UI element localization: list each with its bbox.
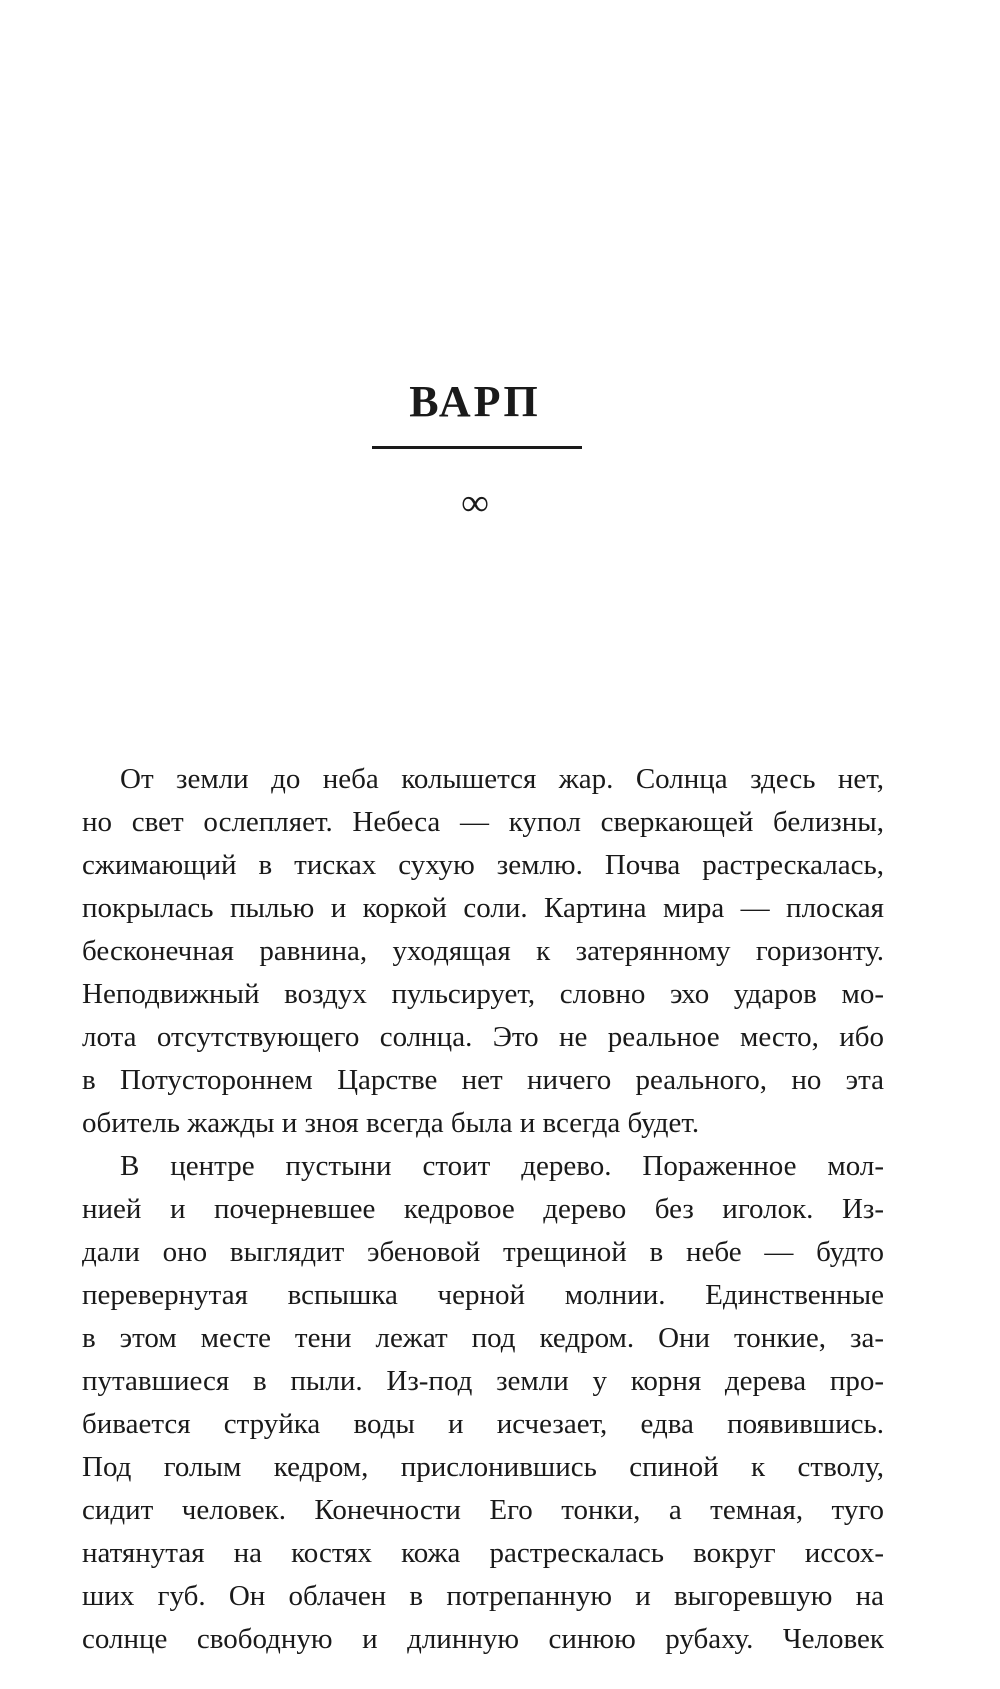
title-underline-rule — [372, 446, 582, 449]
text-line: покрылась пылью и коркой соли. Картина мира — плоская — [82, 892, 884, 924]
text-line: путавшиеся в пыли. Из-под земли у корня дерева про- — [82, 1365, 884, 1397]
text-line: Неподвижный воздух пульсирует, словно эхо ударов мо- — [82, 978, 884, 1010]
text-line: лота отсутствующего солнца. Это не реальное место, ибо — [82, 1021, 884, 1053]
text-line: нией и почерневшее кедровое дерево без иголок. Из- — [82, 1193, 884, 1225]
text-line: В центре пустыни стоит дерево. Пораженное мол- — [120, 1150, 884, 1182]
text-line: От земли до неба колышется жар. Солнца здесь нет, — [120, 763, 884, 795]
text-line: сжимающий в тисках сухую землю. Почва растрескалась, — [82, 849, 884, 881]
text-line: бесконечная равнина, уходящая к затерянному горизонту. — [82, 935, 884, 967]
text-line: натянутая на костях кожа растрескалась вокруг иссох- — [82, 1537, 884, 1569]
text-line: перевернутая вспышка черной молнии. Единственные — [82, 1279, 884, 1311]
chapter-title: ВАРП — [409, 377, 541, 426]
text-line: Под голым кедром, прислонившись спиной к стволу, — [82, 1451, 884, 1483]
text-line: ших губ. Он облачен в потрепанную и выгоревшую на — [82, 1580, 884, 1612]
text-line: дали оно выглядит эбеновой трещиной в небе — будто — [82, 1236, 884, 1268]
text-line: бивается струйка воды и исчезает, едва появившись. — [82, 1408, 884, 1440]
infinity-ornament-icon: ∞ — [461, 482, 489, 524]
text-line: сидит человек. Конечности Его тонки, а темная, туго — [82, 1494, 884, 1526]
text-line: но свет ослепляет. Небеса — купол сверкающей белизны, — [82, 806, 884, 838]
text-line: солнце свободную и длинную синюю рубаху. Человек — [82, 1623, 884, 1655]
text-line: обитель жажды и зноя всегда была и всегда будет. — [82, 1107, 700, 1139]
text-line: в Потустороннем Царстве нет ничего реального, но эта — [82, 1064, 884, 1096]
chapter-body-text — [82, 758, 884, 1661]
text-line: в этом месте тени лежат под кедром. Они тонкие, за- — [82, 1322, 884, 1354]
